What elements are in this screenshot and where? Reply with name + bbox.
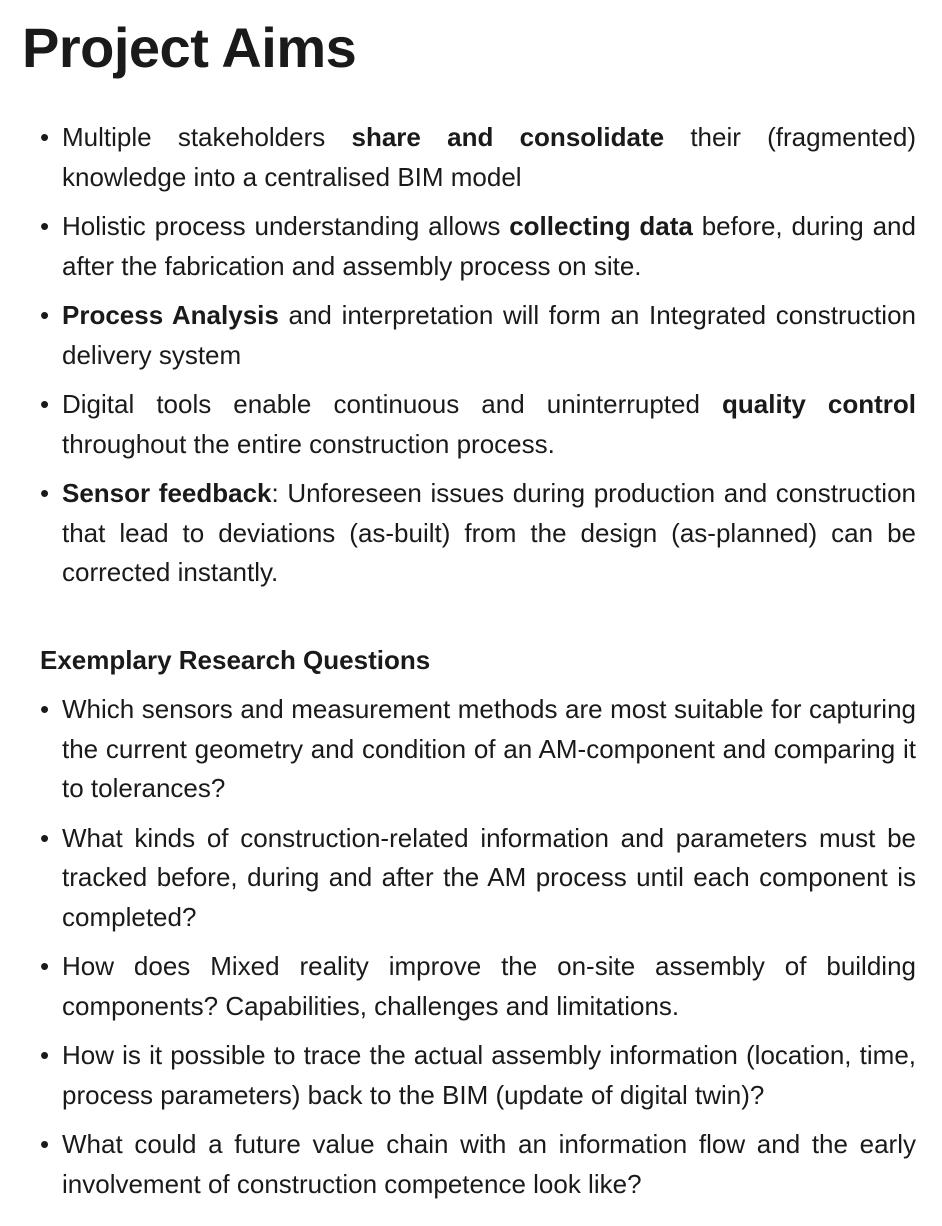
aim-item xyxy=(40,474,916,593)
aim-text: Multiple stakeholders xyxy=(62,122,352,152)
aim-item xyxy=(40,385,916,464)
bullet-icon: • xyxy=(40,300,50,330)
aim-text: throughout the entire construction process. xyxy=(62,428,555,459)
page-title: Project Aims xyxy=(22,16,357,79)
bullet-icon: • xyxy=(40,1129,50,1159)
bullet-icon: • xyxy=(40,389,50,419)
aim-emphasis: collecting data xyxy=(509,211,693,241)
aim-text: Holistic process understanding allows xyxy=(62,211,510,241)
question-item xyxy=(40,819,916,938)
aim-text: and interpretation will form an Integrated construction delivery system xyxy=(62,300,916,370)
question-item xyxy=(40,1125,916,1204)
aim-text: Digital tools enable continuous and uninterrupted xyxy=(62,389,723,419)
question-text: How does Mixed reality improve the on-site assembly of building components? Capabilities, challenges and limitations. xyxy=(62,951,916,1021)
research-questions-heading: Exemplary Research Questions xyxy=(40,645,431,675)
bullet-icon: • xyxy=(40,211,50,241)
aim-emphasis: quality control xyxy=(722,389,916,419)
aim-text: before, during and after the fabrication and assembly process on site. xyxy=(62,211,916,281)
question-item xyxy=(40,947,916,1026)
bullet-icon: • xyxy=(40,694,50,724)
aim-text: their (fragmented) knowledge into a centralised BIM model xyxy=(62,122,916,192)
question-text: How is it possible to trace the actual assembly information (location, time, process parameters) back to the BIM (update of digital twin)? xyxy=(62,1040,916,1110)
aim-item xyxy=(40,207,916,286)
bullet-icon: • xyxy=(40,478,50,508)
question-item xyxy=(40,1036,916,1115)
aim-text: : Unforeseen issues during production and construction that lead to deviations (as-built) from the design (as-planned) can be corrected instantly. xyxy=(62,478,916,587)
question-text: What could a future value chain with an information flow and the early involvement of construction competence look like? xyxy=(62,1129,916,1199)
research-questions-list xyxy=(40,690,916,1214)
bullet-icon: • xyxy=(40,951,50,981)
aim-emphasis: share and consolidate xyxy=(351,122,665,152)
aim-emphasis: Sensor feedback xyxy=(62,478,272,508)
aim-item xyxy=(40,118,916,197)
bullet-icon: • xyxy=(40,122,50,152)
aim-emphasis: Process Analysis xyxy=(62,300,279,330)
project-aims-list xyxy=(40,118,916,603)
question-text: Which sensors and measurement methods are most suitable for capturing the current geometry and condition of an AM-component and comparing it to tolerances? xyxy=(62,694,916,803)
bullet-icon: • xyxy=(40,822,50,853)
bullet-icon: • xyxy=(40,1040,50,1070)
aim-item xyxy=(40,296,916,375)
question-text: What kinds of construction-related information and parameters must be tracked before, during and after the AM process until each component is completed? xyxy=(62,822,916,932)
question-item xyxy=(40,690,916,809)
